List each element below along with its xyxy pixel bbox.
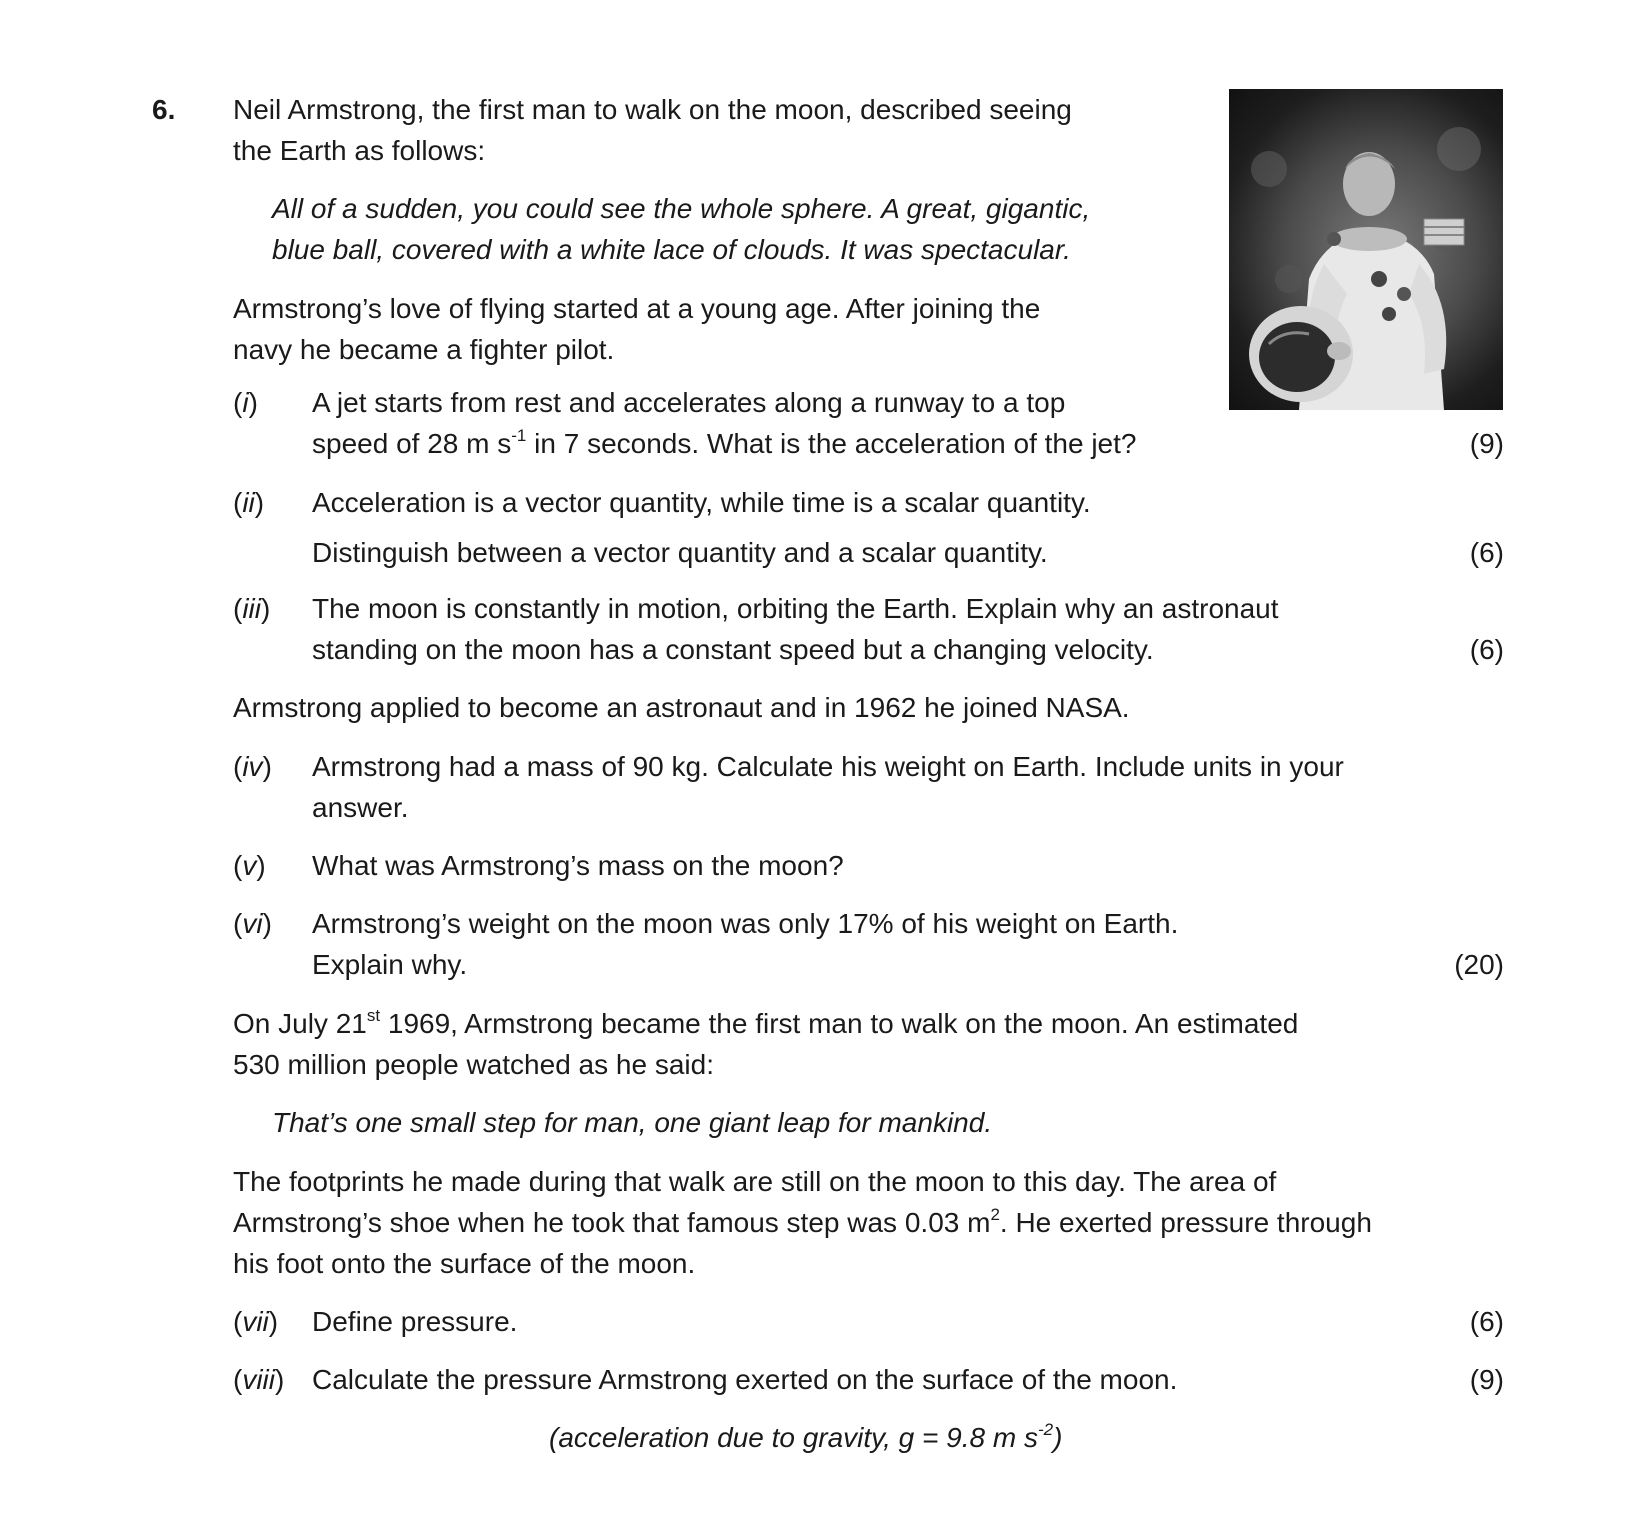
gravity-note — [549, 1417, 1062, 1458]
quote1-line-2: blue ball, covered with a white lace of clouds. It was spectacular. — [272, 234, 1071, 265]
question-iv-numeral: iv — [242, 751, 263, 782]
question-ii-line-1: Acceleration is a vector quantity, while time is a scalar quantity. — [312, 487, 1091, 518]
intro-line-1: Neil Armstrong, the first man to walk on the moon, described seeing — [233, 94, 1072, 125]
para2: Armstrong applied to become an astronaut and in 1962 he joined NASA. — [233, 692, 1130, 723]
question-v-label: (v) — [233, 850, 266, 881]
question-i-text-b: in 7 seconds. What is the acceleration of the jet? — [526, 428, 1137, 459]
question-i-marks: (9) — [1469, 428, 1504, 459]
para4-sup: 2 — [990, 1204, 1000, 1224]
question-vi-line-1: Armstrong’s weight on the moon was only 17% of his weight on Earth. — [312, 908, 1179, 939]
question-vii-numeral: vii — [242, 1306, 269, 1337]
question-vi-marks: (20) — [1454, 949, 1504, 980]
question-viii-marks: (9) — [1469, 1364, 1504, 1395]
question-iii-marks: (6) — [1469, 634, 1504, 665]
question-i-sup: -1 — [511, 425, 527, 445]
question-number: 6. — [152, 94, 176, 125]
question-iii-numeral: iii — [242, 593, 261, 624]
para4-text-a: Armstrong’s shoe when he took that famous step was 0.03 m — [233, 1207, 991, 1238]
question-viii-numeral: viii — [242, 1364, 275, 1395]
astronaut-portrait-icon — [1229, 89, 1503, 410]
question-iii-label: (iii) — [233, 593, 271, 624]
question-vi-line-2: Explain why. — [312, 949, 468, 980]
question-i-numeral: i — [242, 387, 249, 418]
para3-line-2: 530 million people watched as he said: — [233, 1049, 714, 1080]
question-i-line-1: A jet starts from rest and accelerates along a runway to a top — [312, 387, 1066, 418]
para3-sup: st — [366, 1005, 381, 1025]
question-iv-line-1: Armstrong had a mass of 90 kg. Calculate his weight on Earth. Include units in your — [312, 751, 1344, 782]
quote1-line-1: All of a sudden, you could see the whole sphere. A great, gigantic, — [272, 193, 1091, 224]
gravity-note-sup: -2 — [1037, 1419, 1054, 1439]
para3-line-1 — [233, 1003, 1298, 1044]
question-i-label: (i) — [233, 387, 258, 418]
question-v-numeral: v — [242, 850, 257, 881]
question-ii-numeral: ii — [242, 487, 255, 518]
question-iii-line-2: standing on the moon has a constant speed but a changing velocity. — [312, 634, 1154, 665]
para4-line-2 — [233, 1202, 1372, 1243]
intro-line-2: the Earth as follows: — [233, 135, 486, 166]
para3-text-a: On July 21 — [233, 1008, 367, 1039]
question-iv-label: (iv) — [233, 751, 272, 782]
question-vii-label: (vii) — [233, 1306, 279, 1337]
question-vi-label: (vi) — [233, 908, 272, 939]
quote2: That’s one small step for man, one giant leap for mankind. — [272, 1107, 993, 1138]
para4-line-3: his foot onto the surface of the moon. — [233, 1248, 696, 1279]
question-iii-line-1: The moon is constantly in motion, orbiting the Earth. Explain why an astronaut — [312, 593, 1279, 624]
question-ii-marks: (6) — [1469, 537, 1504, 568]
gravity-note-text-b: ) — [1053, 1422, 1063, 1453]
question-iv-line-2: answer. — [312, 792, 409, 823]
question-vi-numeral: vi — [242, 908, 263, 939]
question-i-line-2 — [312, 423, 1136, 464]
question-vii-line-1: Define pressure. — [312, 1306, 518, 1337]
question-ii-line-2: Distinguish between a vector quantity and a scalar quantity. — [312, 537, 1048, 568]
question-ii-label: (ii) — [233, 487, 265, 518]
para3-text-b: 1969, Armstrong became the first man to walk on the moon. An estimated — [380, 1008, 1299, 1039]
question-vii-marks: (6) — [1469, 1306, 1504, 1337]
gravity-note-text-a: (acceleration due to gravity, g = 9.8 m s — [549, 1422, 1038, 1453]
question-i-text-a: speed of 28 m s — [312, 428, 512, 459]
astronaut-photo — [1229, 89, 1503, 410]
question-viii-line-1: Calculate the pressure Armstrong exerted on the surface of the moon. — [312, 1364, 1178, 1395]
para4-line-1: The footprints he made during that walk are still on the moon to this day. The area of — [233, 1166, 1277, 1197]
para4-text-b: . He exerted pressure through — [999, 1207, 1372, 1238]
question-v-line-1: What was Armstrong’s mass on the moon? — [312, 850, 844, 881]
para1-line-2: navy he became a fighter pilot. — [233, 334, 615, 365]
question-viii-label: (viii) — [233, 1364, 285, 1395]
para1-line-1: Armstrong’s love of flying started at a young age. After joining the — [233, 293, 1041, 324]
